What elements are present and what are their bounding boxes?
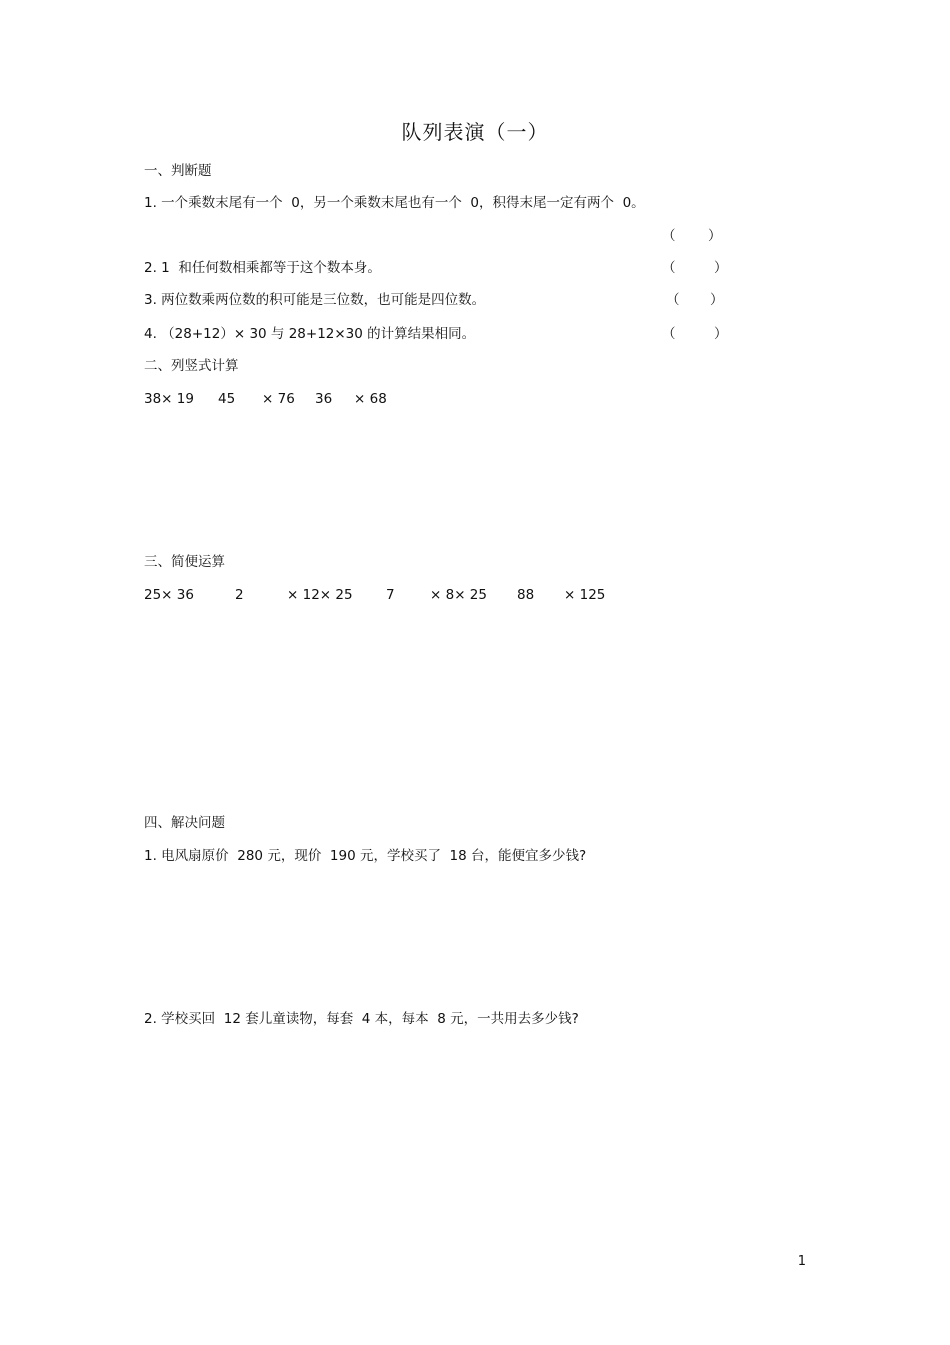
paren-close: ） (714, 260, 728, 276)
page-number: 1 (797, 1254, 806, 1269)
section-heading-judgement: 一、判断题 (144, 163, 212, 179)
section-heading-problem-solving: 四、解决问题 (144, 815, 225, 831)
judgement-question-2: 2. 1 和任何数相乘都等于这个数本身。 (144, 260, 381, 276)
section-heading-vertical-calc: 二、列竖式计算 (144, 358, 239, 374)
judgement-question-3: 3. 两位数乘两位数的积可能是三位数，也可能是四位数。 (144, 292, 486, 308)
calc-problem-part: × 68 (354, 391, 387, 407)
page-title: 队列表演（一） (401, 120, 549, 144)
calc-problem-part: 38× 19 (144, 391, 194, 407)
paren-open: （ (662, 228, 676, 244)
calc-problem-part: 36 (315, 391, 333, 407)
judgement-question-1: 1. 一个乘数末尾有一个 0，另一个乘数末尾也有一个 0，积得末尾一定有两个 0。 (144, 195, 645, 211)
paren-open: （ (666, 292, 680, 308)
word-problem-2: 2. 学校买回 12 套儿童读物，每套 4 本，每本 8 元，一共用去多少钱? (144, 1011, 579, 1027)
paren-open: （ (662, 326, 676, 342)
section-heading-simplified-calc: 三、简便运算 (144, 554, 225, 570)
calc-problem-part: × 76 (262, 391, 295, 407)
paren-open: （ (662, 260, 676, 276)
calc-problem-part: 2 (235, 587, 244, 603)
calc-problem-part: 88 (517, 587, 535, 603)
word-problem-1: 1. 电风扇原价 280 元，现价 190 元，学校买了 18 台，能便宜多少钱? (144, 848, 587, 864)
paren-close: ） (714, 326, 728, 342)
calc-problem-part: 7 (386, 587, 395, 603)
calc-problem-part: × 12× 25 (287, 587, 353, 603)
calc-problem-part: 25× 36 (144, 587, 194, 603)
calc-problem-part: × 125 (564, 587, 606, 603)
paren-close: ） (710, 292, 724, 308)
paren-close: ） (708, 228, 722, 244)
judgement-question-4: 4. （28+12）× 30 与 28+12×30 的计算结果相同。 (144, 326, 476, 342)
calc-problem-part: 45 (218, 391, 236, 407)
calc-problem-part: × 8× 25 (430, 587, 487, 603)
